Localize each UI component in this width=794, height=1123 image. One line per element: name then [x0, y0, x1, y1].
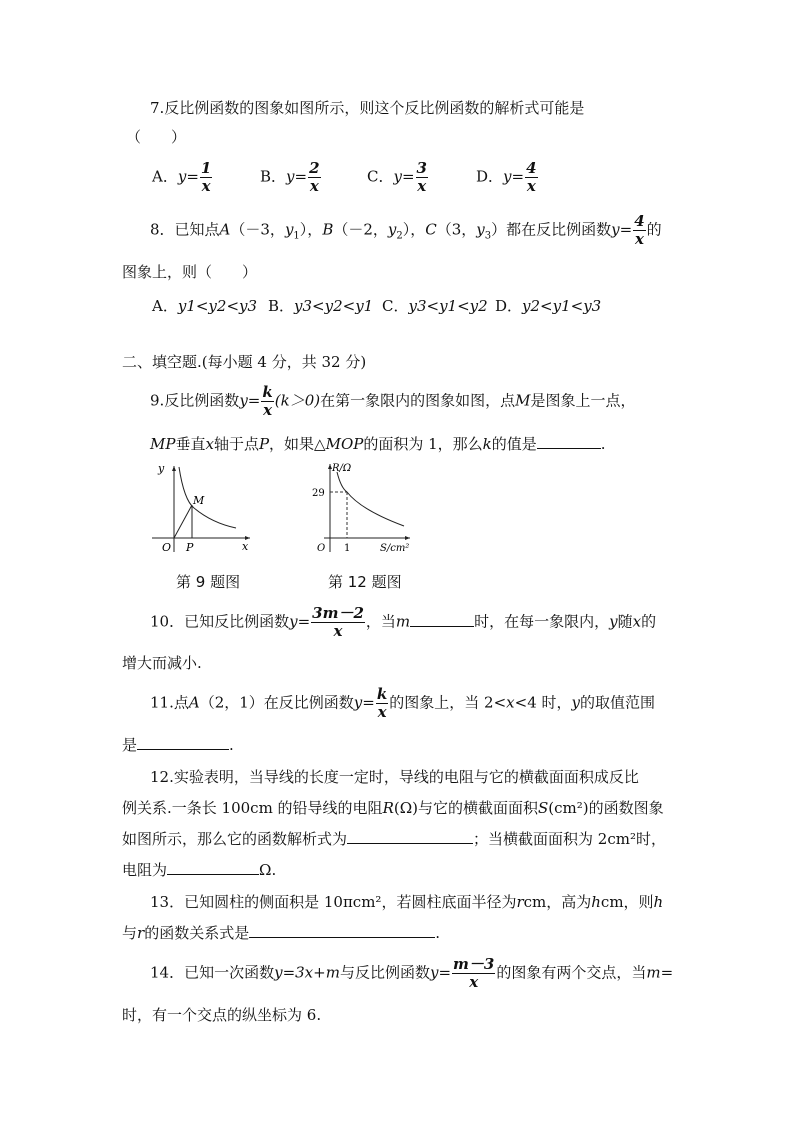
fig12-tick-29: 29 — [312, 488, 325, 499]
q7-option-a: A．y= $\frac{1}{x}$ — [152, 159, 212, 195]
fig9-m-label: M — [193, 494, 205, 507]
fig9-caption: 第 9 题图 — [176, 573, 241, 591]
hyperbola-curve — [179, 467, 236, 528]
q7-option-c: C．y= $\frac{3}{x}$ — [367, 159, 427, 195]
q10-answer-blank[interactable] — [410, 612, 474, 627]
q14-line2: 时，有一个交点的纵坐标为 6. — [122, 1006, 322, 1024]
q12-line4: 电阻为 Ω. — [122, 861, 277, 879]
q9-answer-blank[interactable] — [537, 434, 601, 449]
q13-line2: 与r的函数关系式是 . — [122, 924, 440, 942]
section-title: 二、填空题.(每小题 4 分，共 32 分) — [122, 353, 367, 371]
q11-answer-blank[interactable] — [137, 735, 229, 750]
q8-option-b: B．y3<y2<y1 — [268, 297, 374, 315]
figure-12 — [306, 460, 418, 556]
fig12-caption: 第 12 题图 — [328, 573, 402, 591]
q7-option-b: B．y= $\frac{2}{x}$ — [260, 159, 320, 195]
fig12-origin-label: O — [317, 543, 326, 554]
q7-answer-paren: （ ） — [126, 128, 187, 146]
q8-option-c: C．y3<y1<y2 — [382, 297, 488, 315]
fig9-y-label: y — [158, 462, 165, 475]
fig12-y-label: R/Ω — [332, 463, 352, 474]
q9-stem: 9.反比例函数y= $\frac{k}{x}$ (k＞0)在第一象限内的图象如图，点M是图象上一点， — [150, 383, 636, 419]
x-axis-arrow — [405, 536, 410, 540]
segment-om — [174, 505, 192, 538]
q12-answer-blank-1[interactable] — [347, 829, 473, 844]
fig9-origin-label: O — [162, 541, 172, 554]
q13-line1: 13．已知圆柱的侧面积是 10πcm²，若圆柱底面半径为rcm，高为hcm，则h — [150, 893, 664, 911]
q8-option-a: A．y1<y2<y3 — [152, 297, 258, 315]
fig12-tick-1: 1 — [344, 543, 351, 554]
q7-option-d: D．y= $\frac{4}{x}$ — [476, 159, 537, 195]
q10-line2: 增大而减小. — [122, 654, 202, 672]
fig9-p-label: P — [186, 541, 194, 554]
q12-line3: 如图所示，那么它的函数解析式为 ；当横截面面积为 2cm²时， — [122, 830, 666, 848]
q9-line2: MP垂直x轴于点P，如果△MOP的面积为 1，那么k的值是 . — [150, 435, 606, 453]
q12-line1: 12.实验表明，当导线的长度一定时，导线的电阻与它的横截面面积成反比 — [150, 768, 639, 786]
q8-stem: 8．已知点A（－3，$y_1$），B（－2，$y_2$），C（3，$y_3$）都在反比例函数y= $\frac{4}{x}$ 的 — [150, 212, 662, 248]
q11-stem: 11.点A（2，1）在反比例函数y= $\frac{k}{x}$ 的图象上，当 2<x<4 时，y的取值范围 — [150, 685, 656, 721]
q12-line2: 例关系.一条长 100cm 的铅导线的电阻R(Ω)与它的横截面面积S(cm²)的函数图象 — [122, 799, 664, 817]
y-axis-arrow — [172, 466, 176, 471]
q10-stem: 10．已知反比例函数y= $\frac{3m-2}{x}$ ，当m 时，在每一象限内，y随x的 — [150, 604, 657, 640]
q14-stem: 14．已知一次函数y=3x+m与反比例函数y= $\frac{m-3}{x}$ 的图象有两个交点，当m= — [150, 955, 674, 991]
q8-line2: 图象上，则（ ） — [122, 263, 258, 281]
figure-9 — [146, 460, 256, 556]
q11-line2: 是 . — [122, 736, 234, 754]
q13-answer-blank[interactable] — [249, 923, 435, 938]
q12-answer-blank-2[interactable] — [167, 860, 259, 875]
q8-option-d: D．y2<y1<y3 — [495, 297, 602, 315]
q7-stem: 7.反比例函数的图象如图所示，则这个反比例函数的解析式可能是 — [150, 99, 585, 117]
fig9-x-label: x — [242, 540, 249, 553]
fig12-x-label: S/cm² — [380, 543, 410, 554]
